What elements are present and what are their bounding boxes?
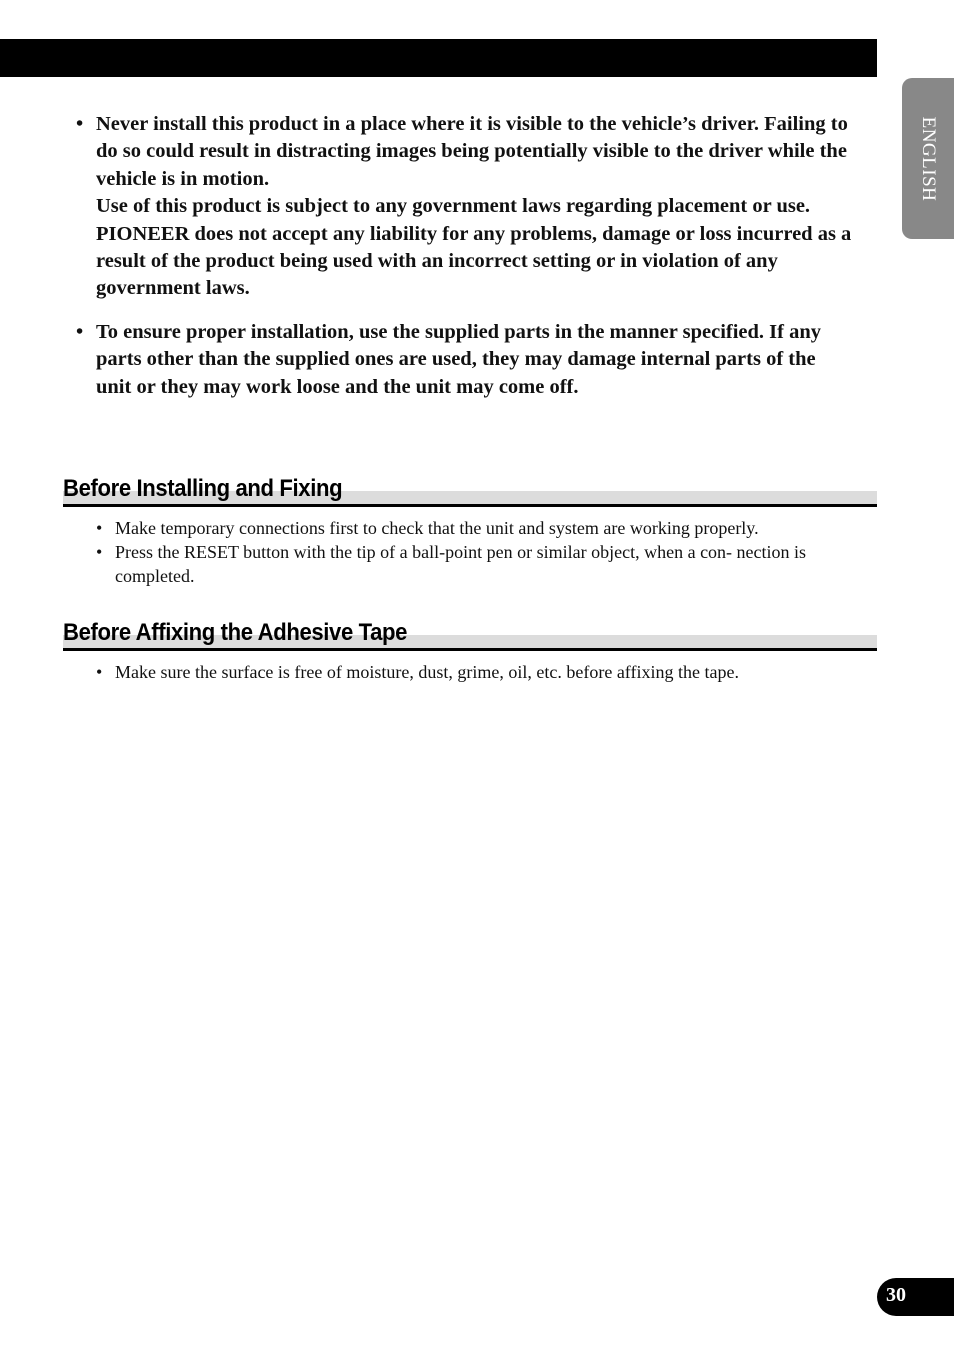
header-bar — [0, 39, 877, 77]
warning-paragraph: Never install this product in a place where it is visible to the vehicle’s driver. Failing to do so could result in distracting images being potentially visible to the driver while the vehicle is in motion. — [96, 113, 848, 190]
bullet-icon: • — [96, 542, 103, 562]
section-title: Before Affixing the Adhesive Tape — [63, 619, 408, 646]
warning-paragraph: To ensure proper installation, use the supplied parts in the manner specified. If any parts other than the supplied ones are used, they may damage internal parts of the unit or they may work loose and the unit may come off. — [96, 320, 822, 398]
bullet-icon: • — [96, 518, 103, 538]
list-item-text: Press the RESET button with the tip of a ball-point pen or similar object, when a con- nection is completed. — [115, 542, 807, 586]
list-item-text: Make sure the surface is free of moisture, dust, grime, oil, etc. before affixing the tape. — [115, 662, 739, 682]
list-item — [63, 540, 877, 588]
section-list — [63, 516, 877, 588]
language-tab — [902, 78, 954, 239]
section-heading — [63, 614, 877, 651]
page-number: 30 — [886, 1284, 906, 1306]
warning-item — [76, 111, 856, 303]
section-before-installing — [63, 470, 877, 588]
warning-item — [76, 319, 856, 401]
bullet-icon: • — [76, 113, 84, 135]
bullet-icon: • — [76, 320, 84, 343]
section-heading — [63, 470, 877, 507]
list-item — [63, 516, 877, 540]
warning-paragraph: Use of this product is subject to any government laws regarding placement or use. — [96, 195, 811, 218]
list-item — [63, 660, 877, 684]
page-number-badge — [877, 1278, 954, 1316]
warning-list — [76, 111, 856, 401]
list-item-text: Make temporary connections first to check that the unit and system are working properly. — [115, 518, 759, 538]
bullet-icon: • — [96, 662, 103, 682]
language-tab-label: ENGLISH — [918, 116, 939, 201]
warning-paragraph: PIONEER does not accept any liability for any problems, damage or loss incurred as a result of the product being used with an incorrect setting or in violation of any government laws. — [96, 222, 852, 300]
section-list — [63, 660, 877, 684]
section-before-affixing — [63, 614, 877, 684]
section-title: Before Installing and Fixing — [63, 475, 343, 502]
